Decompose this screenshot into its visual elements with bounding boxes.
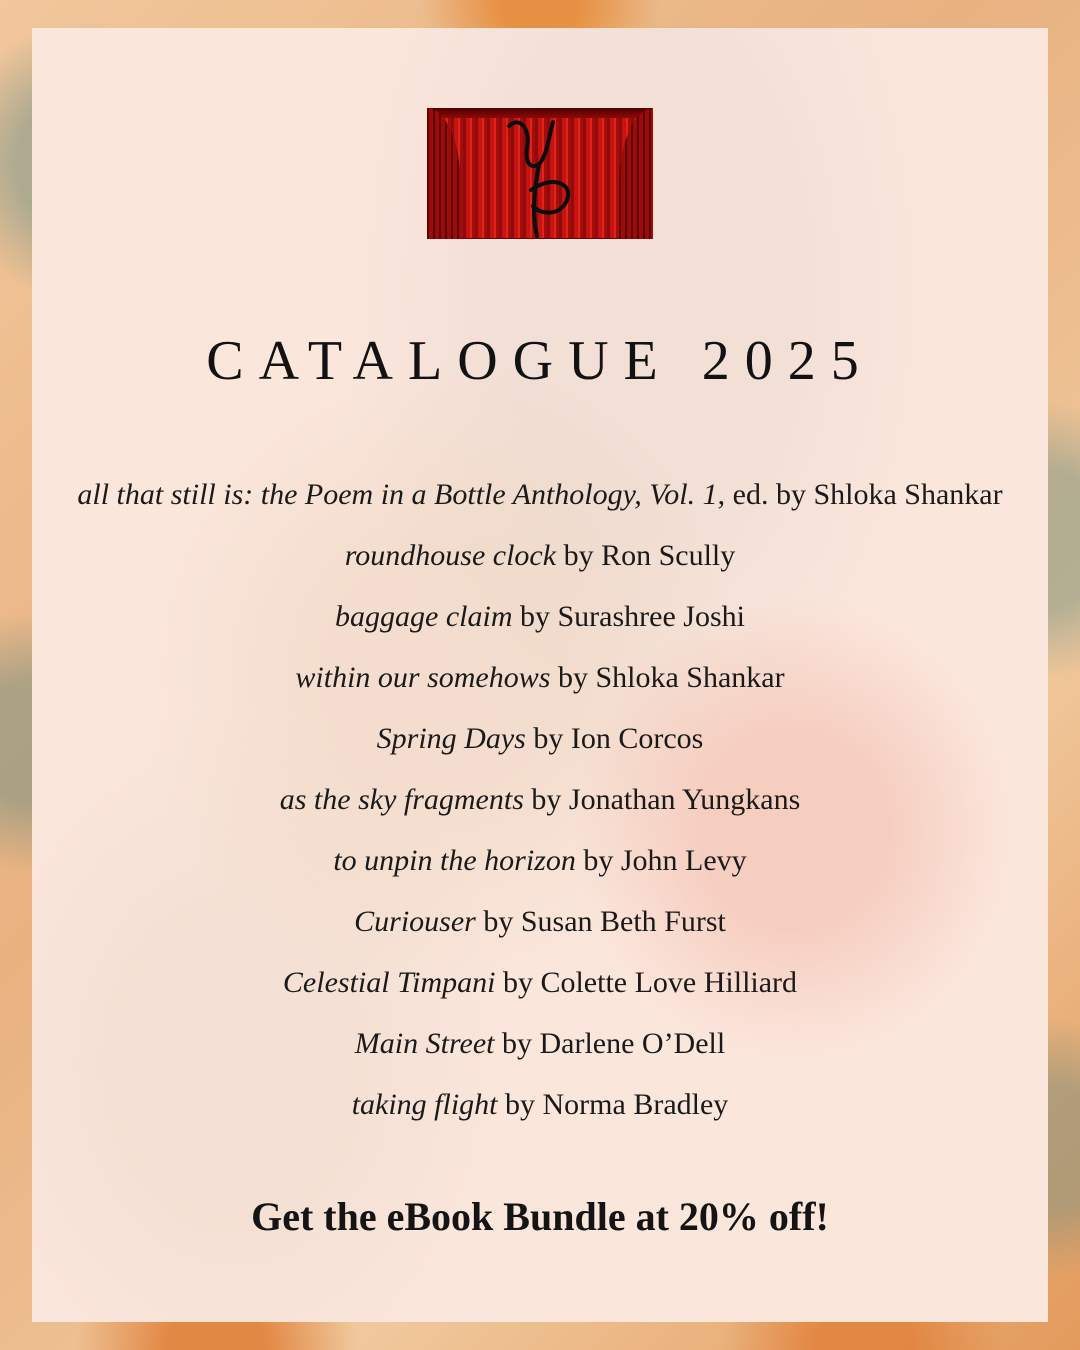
book-title: to unpin the horizon	[333, 844, 576, 877]
book-author: by Darlene O’Dell	[494, 1027, 726, 1060]
book-title: baggage claim	[335, 600, 513, 633]
book-author: by Jonathan Yungkans	[523, 783, 801, 816]
list-item	[32, 898, 1048, 959]
book-title: as the sky fragments	[279, 783, 524, 816]
book-author: by Norma Bradley	[497, 1088, 729, 1121]
book-title: taking flight	[351, 1088, 498, 1121]
list-item	[32, 532, 1048, 593]
list-item	[32, 654, 1048, 715]
list-item	[32, 1020, 1048, 1081]
ebook-bundle-promo[interactable]: Get the eBook Bundle at 20% off!	[251, 1194, 829, 1239]
list-item	[32, 471, 1048, 532]
book-title: all that still is: the Poem in a Bottle Anthology, Vol. 1	[77, 478, 718, 511]
book-author: by Ron Scully	[556, 539, 736, 572]
book-title: Main Street	[354, 1027, 495, 1060]
book-author: , ed. by Shloka Shankar	[717, 478, 1003, 511]
book-author: by Ion Corcos	[525, 722, 704, 755]
book-author: by John Levy	[575, 844, 747, 877]
book-author: by Shloka Shankar	[550, 661, 785, 694]
book-author: by Susan Beth Furst	[475, 905, 726, 938]
book-author: by Colette Love Hilliard	[495, 966, 798, 999]
content-panel	[32, 28, 1048, 1322]
list-item	[32, 776, 1048, 837]
book-title: Spring Days	[376, 722, 526, 755]
list-item	[32, 837, 1048, 898]
list-item	[32, 1081, 1048, 1142]
list-item	[32, 593, 1048, 654]
book-list	[32, 471, 1048, 1142]
yp-monogram-icon	[427, 108, 653, 239]
catalogue-title: CATALOGUE 2025	[206, 330, 874, 392]
list-item	[32, 959, 1048, 1020]
book-title: within our somehows	[295, 661, 551, 694]
book-author: by Surashree Joshi	[512, 600, 745, 633]
publisher-logo	[427, 108, 653, 239]
book-title: roundhouse clock	[344, 539, 557, 572]
book-title: Curiouser	[354, 905, 476, 938]
book-title: Celestial Timpani	[282, 966, 496, 999]
list-item	[32, 715, 1048, 776]
